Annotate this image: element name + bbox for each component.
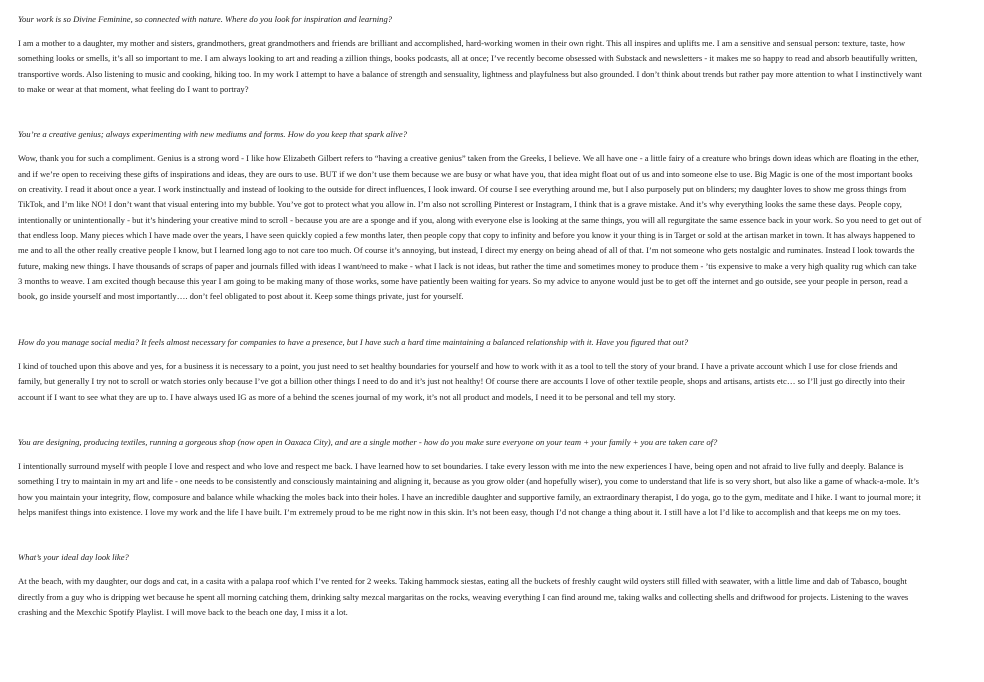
interview-answer: At the beach, with my daughter, our dogs and cat, in a casita with a palapa roof which I’ve rented for 2 weeks. Taking hammock siestas, eating all the buckets of freshly caught wild oysters still filled with seawater, with a little lime and dab of Tabasco, bought directly from a guy who is dripping wet because he spent all morning catching them, drinking salty mezcal margaritas on the rocks, weaving everything I can find around me, taking walks and collecting shells and driftwood for projects. Listening to the waves crashing and the Mexchic Spotify Playlist. I will move back to the beach one day, I miss it a lot. — [18, 576, 909, 617]
interview-answer: I am a mother to a daughter, my mother and sisters, grandmothers, great grandmothers and friends are brilliant and accomplished, hard-working women in their own right. This all inspires and uplifts me. I am a sensitive and sensual person: texture, taste, how something looks or smells, it’s all so important to me. I am always looking to art and reading a zillion things, books podcasts, all at once; I’ve recently become obsessed with Substack and newsletters - it makes me so happy to read and absorb beautifully written, transportive words. Also listening to music and cooking, hiking too. In my work I attempt to have a balance of strength and sensuality, lightness and playfulness but also grounded. I don’t think about trends but rather pay more attention to what I instinctively want to make or wear at that moment, what feeling do I want to portray? — [18, 38, 922, 95]
qa-block-balance — [18, 435, 922, 520]
interview-question: Your work is so Divine Feminine, so connected with nature. Where do you look for inspiration and learning? — [18, 14, 393, 24]
interview-question: You are designing, producing textiles, running a gorgeous shop (now open in Oaxaca City), and are a single mother - how do you make sure everyone on your team + your family + you are taken care of? — [18, 436, 718, 447]
interview-question: How do you manage social media? It feels almost necessary for companies to have a presence, but I have such a hard time maintaining a balanced relationship with it. Have you figured that out? — [18, 336, 689, 347]
qa-block-creativity — [18, 127, 922, 304]
interview-question: What’s your ideal day look like? — [18, 552, 129, 563]
interview-answer: Wow, thank you for such a compliment. Genius is a strong word - I like how Elizabeth Gilbert refers to “having a creative genius” taken from the Greeks, I believe. We all have one - a little fairy of a creature who brings down ideas which are floating in the ether, and if we’re open to receiving these gifts of inspirations and ideas, they are ours to use. BUT if we don’t use them because we are busy or what have you, that idea might float out of us and into someone else to use. Big Magic is one of the most important books on creativity. I read it about once a year. I work instinctually and instead of looking to the outside for direct influences, I look inward. Of course I see everything around me, but I also purposely put on blinders; my daughter loves to show me gross things from TikTok, and I’m like NO! I don’t want that visual entering into my bubble. You’ve got to protect what you allow in. I’m also not scrolling Pinterest or Instagram, I think that is a grave mistake. And it’s why everything looks the same these days. People copy, intentionally or unintentionally - but it’s hindering your creative mind to scroll - because you are are a sponge and if you, along with everyone else is looking at the same things, you will all regurgitate the same essence back in your work. So you need to get out of that endless loop. Many pieces which I have made over the years, I have seen quickly copied a few months later, then people copy that copy to infinity and before you know it your thing is in Target or sold at the artisan market in town. It has always happened to me and to all the other really creative people I know, but I learned long ago to not care too much. Of course it’s annoying, but instead, I direct my energy on being ahead of all of that. I’m not someone who gets nostalgic and ruminates. Instead I look towards the future, making new things. I have thousands of scraps of paper and journals filled with ideas I want/need to make - what I lack is not ideas, but rather the time and sometimes money to produce them - ’tis expensive to make a very high quality rug which can take 3 months to weave. I am excited though because this year I am going to be making many of those works, some have patiently been waiting for years. So my advice to anyone would just be to get off the internet and go outside, see your people in person, read a book, go inside yourself and most importantly…. don’t feel obligated to post about it. Keep some things private, just for yourself. — [18, 153, 922, 302]
qa-block-ideal-day — [18, 550, 922, 620]
qa-block-social-media — [18, 335, 922, 405]
interview-question: You’re a creative genius; always experimenting with new mediums and forms. How do you keep that spark alive? — [18, 129, 408, 140]
qa-block-inspiration — [18, 12, 922, 97]
interview-answer: I kind of touched upon this above and yes, for a business it is necessary to a point, you just need to set healthy boundaries for yourself and how to work with it as a tool to tell the story of your brand. I have a private account which I use for close friends and family, but generally I try not to scroll or watch stories only because I’ve got a billion other things I need to do and it’s just not healthy! Of course there are accounts I love of other textile people, shops and artisans, artists etc… so I’ll just go directly into their account if I want to see what they are up to. I have always used IG as more of a behind the scenes journal of my work, it’s not all product and models, I need it to be personal and tell my story. — [18, 360, 905, 402]
interview-answer: I intentionally surround myself with people I love and respect and who love and respect me back. I have learned how to set boundaries. I take every lesson with me into the new experiences I have, being open and not afraid to live fully and deeply. Balance is something I try to maintain in my art and life - one needs to be consistently and consciously maintaining and aligning it, because as you grow older (and hopefully wiser), you come to understand that life is so very short, but also like a game of whack-a-mole. It’s how you maintain your integrity, flow, composure and balance while whacking the moles back into their holes. I have an incredible daughter and supportive family, an extraordinary therapist, I do yoga, go to the gym, meditate and I hike. I want to journal more; it helps manifest things into existence. I love my work and the life I have built. I’m extremely proud to be me right now in this skin. It’s not been easy, though I’d not change a thing about it. I still have a lot I’d like to accomplish and that keeps me on my toes. — [18, 460, 921, 517]
